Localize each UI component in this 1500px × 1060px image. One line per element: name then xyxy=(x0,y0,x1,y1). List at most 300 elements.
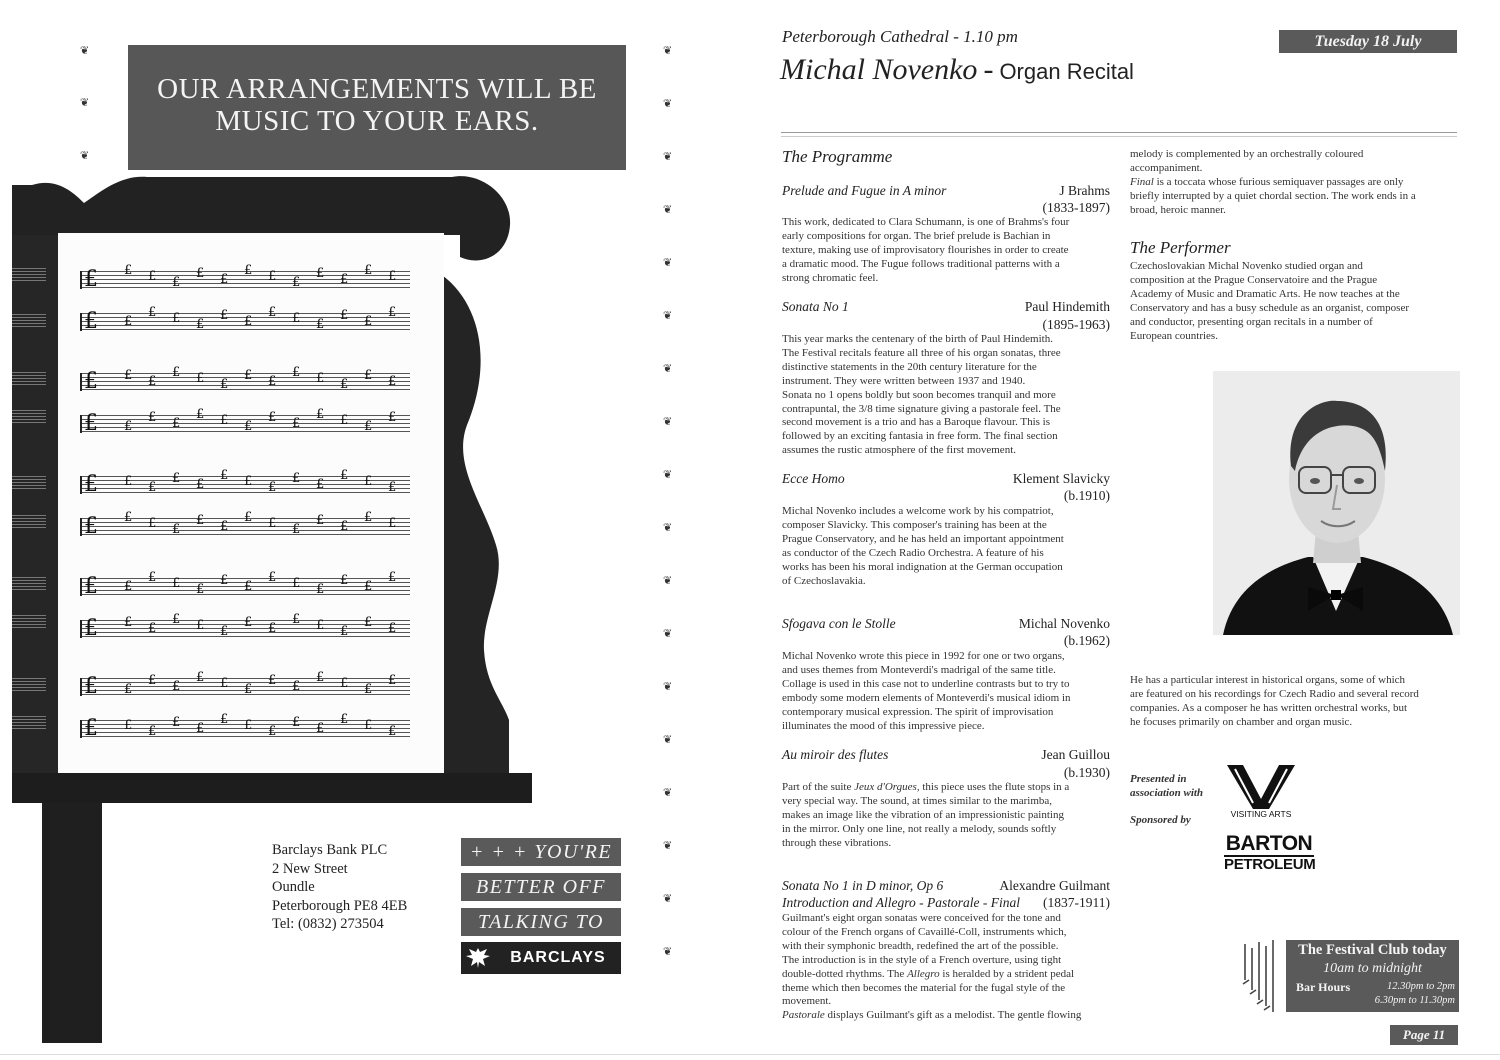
bank-address xyxy=(272,841,407,934)
note-glyph: £ xyxy=(340,624,349,639)
work-composer: Jean Guillou xyxy=(1041,747,1110,762)
decorative-dot: ❦ xyxy=(663,574,673,587)
performer-photo xyxy=(1213,371,1460,635)
note-glyph: £ xyxy=(340,308,349,323)
partial-staff xyxy=(12,577,46,591)
advert-headline-line2: MUSIC TO YOUR EARS. xyxy=(215,105,539,137)
slogan-line: TALKING TO xyxy=(461,908,621,936)
decorative-dot: ❦ xyxy=(663,203,673,216)
clef-glyph: £ xyxy=(84,309,98,334)
music-staff xyxy=(80,305,410,334)
partial-staff xyxy=(12,410,46,424)
note-glyph: £ xyxy=(340,712,349,727)
music-staff xyxy=(80,510,410,539)
text-line: second movement is a trio and has a Baroque flavour. This is xyxy=(782,416,1051,429)
note-glyph: £ xyxy=(196,618,205,633)
note-glyph: £ xyxy=(316,721,325,736)
visiting-arts-name: VISITING ARTS xyxy=(1230,809,1292,819)
work-description xyxy=(782,505,1114,588)
work-description xyxy=(782,912,1114,1023)
note-glyph: £ xyxy=(172,471,181,486)
organ-pipes-icon xyxy=(1241,940,1281,1012)
bottom-rule xyxy=(0,1054,1500,1055)
note-glyph: £ xyxy=(388,724,397,739)
decorative-dot: ❦ xyxy=(663,150,673,163)
note-glyph: £ xyxy=(244,510,253,525)
barclays-logo xyxy=(461,942,621,974)
note-glyph: £ xyxy=(388,570,397,585)
music-staff xyxy=(80,468,410,497)
decorative-dot: ❦ xyxy=(663,309,673,322)
work-title: Ecce Homo xyxy=(782,471,845,486)
clef-glyph: £ xyxy=(84,574,98,599)
address-line: Peterborough PE8 4EB xyxy=(272,897,408,914)
decorative-dot: ❦ xyxy=(663,945,673,958)
music-staff xyxy=(80,570,410,599)
work-dates: (1833-1897) xyxy=(1042,200,1110,215)
partial-staff xyxy=(12,716,46,730)
eagle-icon xyxy=(465,946,491,970)
note-glyph: £ xyxy=(220,308,229,323)
festival-club-title: The Festival Club today xyxy=(1298,942,1447,958)
text-line: Part of the suite Jeux d'Orgues, this piece uses the flute stops in a xyxy=(782,781,1070,793)
date-badge: Tuesday 18 July xyxy=(1279,30,1457,53)
performer-bio-more xyxy=(1130,674,1458,730)
work-dates: (1837-1911) xyxy=(1043,895,1110,910)
decorative-dot: ❦ xyxy=(663,256,673,269)
text-line: Collage is used in this case not to underline contrasts but to try to xyxy=(782,677,1070,690)
text-line: Pastorale displays Guilmant's gift as a melodist. The gentle flowing xyxy=(782,1009,1082,1022)
note-glyph: £ xyxy=(388,374,397,389)
work-description xyxy=(782,333,1114,458)
music-staff xyxy=(80,407,410,436)
note-glyph: £ xyxy=(196,371,205,386)
work-title: Sonata No 1 xyxy=(782,299,849,314)
note-glyph: £ xyxy=(124,718,133,733)
note-glyph: £ xyxy=(292,471,301,486)
note-glyph: £ xyxy=(388,410,397,425)
note-glyph: £ xyxy=(196,582,205,597)
clef-glyph: £ xyxy=(84,716,98,741)
note-glyph: £ xyxy=(268,305,277,320)
text-line: illuminates the mood of this impressive piece. xyxy=(782,719,985,732)
text-line: Prague Conservatory, and he has held an important appointment xyxy=(782,532,1064,545)
note-glyph: £ xyxy=(124,615,133,630)
note-glyph: £ xyxy=(292,576,301,591)
text-line: through these vibrations. xyxy=(782,836,892,849)
note-glyph: £ xyxy=(220,712,229,727)
work-subtitle: Introduction and Allegro - Pastorale - Final xyxy=(782,895,1020,910)
work-title: Sfogava con le Stolle xyxy=(782,616,896,631)
text-line: embody some modern elements of Monteverdi's musical idiom in xyxy=(782,691,1071,704)
note-glyph: £ xyxy=(388,269,397,284)
note-glyph: £ xyxy=(148,269,157,284)
text-line: The Festival recitals feature all three of his organ sonatas, three xyxy=(782,346,1061,359)
note-glyph: £ xyxy=(172,715,181,730)
note-glyph: £ xyxy=(172,416,181,431)
note-glyph: £ xyxy=(148,724,157,739)
partial-staff xyxy=(12,372,46,386)
text-line: Sonata no 1 opens boldly but soon becomes tranquil and more xyxy=(782,388,1056,401)
decorative-dot: ❦ xyxy=(663,44,673,57)
note-glyph: £ xyxy=(292,311,301,326)
note-glyph: £ xyxy=(268,516,277,531)
note-glyph: £ xyxy=(364,718,373,733)
sponsored-by-label: Sponsored by xyxy=(1130,814,1191,826)
decorative-dot: ❦ xyxy=(663,839,673,852)
note-glyph: £ xyxy=(388,516,397,531)
text-line: a dramatic mood. The Fugue follows traditional patterns with a xyxy=(782,257,1060,270)
text-line: briefly interrupted by a quiet chordal section. The work ends in a xyxy=(1130,189,1416,202)
venue-time: Peterborough Cathedral - 1.10 pm xyxy=(782,27,1018,46)
text-line: contrapuntal, the 3/8 time signature giving a pastorale feel. The xyxy=(782,402,1061,415)
work-composer: Paul Hindemith xyxy=(1024,299,1110,314)
decorative-dot: ❦ xyxy=(663,97,673,110)
note-glyph: £ xyxy=(268,673,277,688)
note-glyph: £ xyxy=(220,468,229,483)
text-line: contemporary musical expression. The spirit of improvisation xyxy=(782,705,1054,718)
clef-glyph: £ xyxy=(84,616,98,641)
text-line: Guilmant's eight organ sonatas were conceived for the tone and xyxy=(782,912,1061,924)
text-line: works has been his moral indignation at the German occupation xyxy=(782,560,1063,573)
music-staff xyxy=(80,670,410,699)
text-line: with their symphonic breadth, redefined the art of the possible. xyxy=(782,939,1059,952)
note-glyph: £ xyxy=(316,618,325,633)
clef-glyph: £ xyxy=(84,674,98,699)
note-glyph: £ xyxy=(316,407,325,422)
note-glyph: £ xyxy=(316,266,325,281)
note-glyph: £ xyxy=(340,377,349,392)
text-line: movement. xyxy=(782,995,832,1008)
text-line: assumes the rustic atmosphere of the first movement. xyxy=(782,444,1016,457)
presented-in-association xyxy=(1130,772,1203,800)
note-glyph: £ xyxy=(316,670,325,685)
note-glyph: £ xyxy=(340,413,349,428)
barclays-name: BARCLAYS xyxy=(510,949,606,966)
note-glyph: £ xyxy=(148,305,157,320)
title-dash: - xyxy=(983,53,994,86)
work-composer: Michal Novenko xyxy=(1018,616,1110,631)
note-glyph: £ xyxy=(364,474,373,489)
programme-continued xyxy=(1130,148,1458,218)
note-glyph: £ xyxy=(244,368,253,383)
note-glyph: £ xyxy=(244,314,253,329)
work-dates: (b.1962) xyxy=(1063,633,1110,648)
text-line: This year marks the centenary of the birth of Paul Hindemith. xyxy=(782,333,1053,345)
festival-club-box xyxy=(1286,940,1459,1012)
note-glyph: £ xyxy=(196,513,205,528)
text-line: double-dotted rhythms. The Allegro is heralded by a strident pedal xyxy=(782,967,1075,980)
decorative-dot: ❦ xyxy=(663,415,673,428)
text-line: and conductor, presenting organ recitals in a number of xyxy=(1130,315,1373,328)
text-line: in the mirror. Only one line, not really a melody, sounds softly xyxy=(782,822,1057,835)
note-glyph: £ xyxy=(364,419,373,434)
note-glyph: £ xyxy=(172,311,181,326)
note-glyph: £ xyxy=(316,513,325,528)
work-dates: (1895-1963) xyxy=(1042,317,1110,332)
address-line: Tel: (0832) 273504 xyxy=(272,916,384,932)
note-glyph: £ xyxy=(148,570,157,585)
note-glyph: £ xyxy=(220,519,229,534)
text-line: as conductor of the Czech Radio Orchestra. A feature of his xyxy=(782,546,1044,559)
note-glyph: £ xyxy=(364,368,373,383)
partial-staff xyxy=(12,678,46,692)
text-line: Czechoslovakian Michal Novenko studied organ and xyxy=(1130,260,1363,272)
address-line: 2 New Street xyxy=(272,860,348,877)
note-glyph: £ xyxy=(124,419,133,434)
work-title: Sonata No 1 in D minor, Op 6 xyxy=(782,878,944,893)
decorative-dot: ❦ xyxy=(663,786,673,799)
header-rule xyxy=(781,136,1457,137)
note-glyph: £ xyxy=(244,474,253,489)
work-dates: (b.1910) xyxy=(1063,488,1110,503)
note-glyph: £ xyxy=(244,615,253,630)
note-glyph: £ xyxy=(316,317,325,332)
note-glyph: £ xyxy=(244,419,253,434)
text-line: followed by an exciting fantasia in free form. The final section xyxy=(782,430,1058,443)
text-line: and uses themes from Monteverdi's madrigal of the same title. xyxy=(782,663,1056,676)
text-line: instrument. They were written between 1937 and 1940. xyxy=(782,374,1026,387)
text-line: broad, heroic manner. xyxy=(1130,203,1226,216)
music-staff xyxy=(80,612,410,641)
note-glyph: £ xyxy=(268,480,277,495)
note-glyph: £ xyxy=(220,676,229,691)
note-glyph: £ xyxy=(196,407,205,422)
bar-hours-times1: 12.30pm to 2pm xyxy=(1387,981,1455,992)
note-glyph: £ xyxy=(196,317,205,332)
note-glyph: £ xyxy=(148,374,157,389)
note-glyph: £ xyxy=(364,615,373,630)
note-glyph: £ xyxy=(124,263,133,278)
bar-hours-times2: 6.30pm to 11.30pm xyxy=(1374,995,1455,1006)
note-glyph: £ xyxy=(292,612,301,627)
music-staff xyxy=(80,365,410,394)
note-glyph: £ xyxy=(220,272,229,287)
work-title: Au miroir des flutes xyxy=(782,747,889,762)
italic-title: Jeux d'Orgues, xyxy=(854,781,920,793)
note-glyph: £ xyxy=(268,570,277,585)
slogan-line: BETTER OFF xyxy=(461,873,621,901)
page-number: Page 11 xyxy=(1390,1025,1458,1045)
note-glyph: £ xyxy=(388,673,397,688)
note-glyph: £ xyxy=(340,519,349,534)
note-glyph: £ xyxy=(292,365,301,380)
note-glyph: £ xyxy=(388,305,397,320)
text-line: Michal Novenko wrote this piece in 1992 for one or two organs, xyxy=(782,650,1065,662)
page-title xyxy=(780,53,1134,87)
work-composer: Klement Slavicky xyxy=(1012,471,1110,486)
note-glyph: £ xyxy=(268,724,277,739)
note-glyph: £ xyxy=(364,263,373,278)
address-line: Barclays Bank PLC xyxy=(272,842,388,858)
performer-name: Michal Novenko xyxy=(780,53,978,86)
clef-glyph: £ xyxy=(84,411,98,436)
text-line: Conservatory and has a busy schedule as an organist, composer xyxy=(1130,301,1410,314)
note-glyph: £ xyxy=(244,682,253,697)
note-glyph: £ xyxy=(316,371,325,386)
work-title: Prelude and Fugue in A minor xyxy=(782,183,947,198)
decorative-dot: ❦ xyxy=(80,44,90,57)
note-glyph: £ xyxy=(364,314,373,329)
text-line: theme which then becomes the material for the fugal style of the xyxy=(782,981,1066,994)
note-glyph: £ xyxy=(124,474,133,489)
text-line: The introduction is in the style of a French overture, using tight xyxy=(782,953,1062,966)
partial-staff xyxy=(12,615,46,629)
sheet-music-page xyxy=(58,233,444,773)
note-glyph: £ xyxy=(364,682,373,697)
italic-word: Final xyxy=(1130,175,1154,188)
text-line: he focuses primarily on chamber and organ music. xyxy=(1130,715,1353,728)
note-glyph: £ xyxy=(340,676,349,691)
note-glyph: £ xyxy=(124,368,133,383)
note-glyph: £ xyxy=(172,522,181,537)
note-glyph: £ xyxy=(292,275,301,290)
text-line: are featured on his recordings for Czech Radio and several record xyxy=(1130,687,1419,700)
note-glyph: £ xyxy=(388,480,397,495)
note-glyph: £ xyxy=(244,263,253,278)
text-line: strong chromatic feel. xyxy=(782,271,879,284)
note-glyph: £ xyxy=(340,468,349,483)
note-glyph: £ xyxy=(124,682,133,697)
note-glyph: £ xyxy=(124,314,133,329)
note-glyph: £ xyxy=(196,477,205,492)
decorative-dot: ❦ xyxy=(663,362,673,375)
advert-headline-banner xyxy=(128,45,626,170)
clef-glyph: £ xyxy=(84,369,98,394)
note-glyph: £ xyxy=(292,679,301,694)
performer-heading: The Performer xyxy=(1130,238,1231,257)
note-glyph: £ xyxy=(268,621,277,636)
note-glyph: £ xyxy=(364,510,373,525)
note-glyph: £ xyxy=(172,679,181,694)
note-glyph: £ xyxy=(316,582,325,597)
sponsor-line2: PETROLEUM xyxy=(1224,856,1316,873)
note-glyph: £ xyxy=(292,416,301,431)
note-glyph: £ xyxy=(172,275,181,290)
italic-word: Allegro xyxy=(907,967,940,980)
note-glyph: £ xyxy=(172,365,181,380)
decorative-dot: ❦ xyxy=(663,521,673,534)
text-line: Final is a toccata whose furious semiquaver passages are only xyxy=(1130,175,1404,188)
text-line: of Czechoslavakia. xyxy=(782,574,866,587)
note-glyph: £ xyxy=(268,374,277,389)
decorative-dot: ❦ xyxy=(80,149,90,162)
text-line: distinctive statements in the 20th century literature for the xyxy=(782,360,1037,373)
text-line: melody is complemented by an orchestrally coloured xyxy=(1130,148,1364,160)
clef-glyph: £ xyxy=(84,267,98,292)
text-line: texture, making use of improvisatory flourishes in order to create xyxy=(782,243,1069,256)
music-staff xyxy=(80,712,410,741)
text-line: colour of the French organs of Cavaillé-Coll, instruments which, xyxy=(782,925,1067,938)
work-description xyxy=(782,650,1114,733)
advert-headline-line1: OUR ARRANGEMENTS WILL BE xyxy=(157,73,597,105)
note-glyph: £ xyxy=(292,522,301,537)
note-glyph: £ xyxy=(364,579,373,594)
italic-word: Pastorale xyxy=(782,1009,825,1022)
decorative-dot: ❦ xyxy=(663,468,673,481)
event-name: Organ Recital xyxy=(999,59,1134,84)
note-glyph: £ xyxy=(148,480,157,495)
decorative-dot: ❦ xyxy=(663,680,673,693)
work-dates: (b.1930) xyxy=(1063,765,1110,780)
partial-staff xyxy=(12,476,46,490)
note-glyph: £ xyxy=(220,377,229,392)
address-line: Oundle xyxy=(272,879,315,895)
sponsor-line1: BARTON xyxy=(1225,832,1313,855)
note-glyph: £ xyxy=(172,576,181,591)
text-line: Michal Novenko includes a welcome work by his compatriot, xyxy=(782,505,1054,517)
note-glyph: £ xyxy=(244,718,253,733)
note-glyph: £ xyxy=(268,410,277,425)
decorative-dot: ❦ xyxy=(80,96,90,109)
text-line: association with xyxy=(1130,787,1204,799)
partial-staff xyxy=(12,314,46,328)
text-line: European countries. xyxy=(1130,329,1218,342)
note-glyph: £ xyxy=(316,477,325,492)
slogan-line: + + + YOU'RE xyxy=(461,838,621,866)
decorative-dot: ❦ xyxy=(663,733,673,746)
text-line: makes an image like the vibration of an impressionistic painting xyxy=(782,808,1064,821)
note-glyph: £ xyxy=(340,272,349,287)
text-line: very special way. The sound, at times similar to the marimba, xyxy=(782,794,1053,807)
work-description xyxy=(782,216,1114,286)
text-line: composition at the Prague Conservatoire and the Prague xyxy=(1130,273,1378,286)
note-glyph: £ xyxy=(124,579,133,594)
note-glyph: £ xyxy=(196,721,205,736)
note-glyph: £ xyxy=(340,573,349,588)
clef-glyph: £ xyxy=(84,472,98,497)
note-glyph: £ xyxy=(388,621,397,636)
bar-hours-label: Bar Hours xyxy=(1296,980,1351,994)
programme-heading: The Programme xyxy=(782,147,893,166)
text-line: accompaniment. xyxy=(1130,161,1203,174)
note-glyph: £ xyxy=(220,624,229,639)
partial-staff xyxy=(12,515,46,529)
text-line: companies. As a composer he has written orchestral works, but xyxy=(1130,701,1408,714)
text-line: Presented in xyxy=(1130,773,1187,785)
note-glyph: £ xyxy=(196,266,205,281)
visiting-arts-logo xyxy=(1225,763,1297,819)
performer-bio xyxy=(1130,260,1458,343)
decorative-dot: ❦ xyxy=(663,892,673,905)
text-line: composer Slavicky. This composer's training has been at the xyxy=(782,518,1047,531)
note-glyph: £ xyxy=(148,516,157,531)
note-glyph: £ xyxy=(148,621,157,636)
work-composer: Alexandre Guilmant xyxy=(999,878,1110,893)
text-line: He has a particular interest in historical organs, some of which xyxy=(1130,674,1406,686)
decorative-dot: ❦ xyxy=(663,627,673,640)
note-glyph: £ xyxy=(148,410,157,425)
work-composer: J Brahms xyxy=(1059,183,1110,198)
text-line: Academy of Music and Dramatic Arts. He now teaches at the xyxy=(1130,287,1400,300)
clef-glyph: £ xyxy=(84,514,98,539)
note-glyph: £ xyxy=(292,715,301,730)
note-glyph: £ xyxy=(220,573,229,588)
note-glyph: £ xyxy=(244,579,253,594)
note-glyph: £ xyxy=(148,673,157,688)
partial-staff xyxy=(12,268,46,282)
music-staff xyxy=(80,263,410,292)
note-glyph: £ xyxy=(196,670,205,685)
note-glyph: £ xyxy=(220,413,229,428)
note-glyph: £ xyxy=(172,612,181,627)
note-glyph: £ xyxy=(268,269,277,284)
text-line: early compositions for organ. The brief prelude is Bachian in xyxy=(782,229,1051,242)
header-rule xyxy=(781,132,1457,133)
text-line: This work, dedicated to Clara Schumann, is one of Brahms's four xyxy=(782,216,1070,228)
festival-club-hours: 10am to midnight xyxy=(1323,961,1422,976)
note-glyph: £ xyxy=(124,510,133,525)
